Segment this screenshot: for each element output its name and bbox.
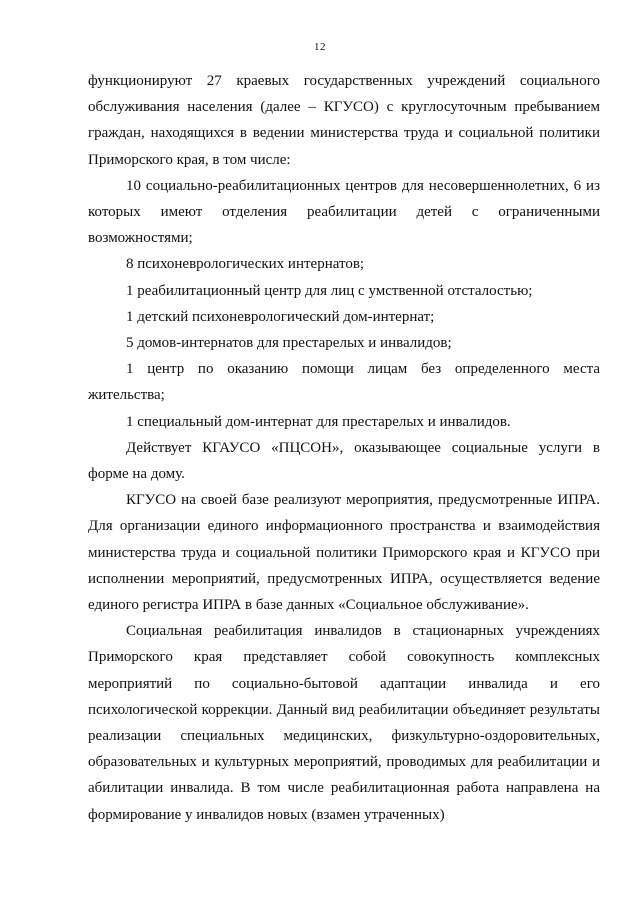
paragraph-rehab-centers-minors: 10 социально-реабилитационных центров для несовершеннолетних, 6 из которых имеют отделения реабилитации детей с ограниченными возможностями; bbox=[88, 177, 600, 247]
paragraph-homeless-center: 1 центр по оказанию помощи лицам без определенного места жительства; bbox=[88, 361, 600, 404]
paragraph-intro: функционируют 27 краевых государственных учреждений социального обслуживания населения (далее – КГУСО) с круглосуточным пребыванием граждан, находящихся в ведении министерства труда и социальной политики Приморского края, в том числе: bbox=[88, 73, 600, 168]
body-text bbox=[88, 68, 600, 828]
paragraph-home-services: Действует КГАУСО «ПЦСОН», оказывающее социальные услуги в форме на дому. bbox=[88, 439, 600, 483]
paragraph-social-rehabilitation: Социальная реабилитация инвалидов в стационарных учреждениях Приморского края представляет собой совокупность комплексных мероприятий по социально-бытовой адаптации инвалида и его психологической коррекции. Данный вид реабилитации объединяет результаты реализации специальных медицинских, физкультурно-оздоровительных, образовательных и культурных мероприятий, проводимых для реабилитации и абилитации инвалида. В том числе реабилитационная работа направлена на формирование у инвалидов новых (взамен утраченных) bbox=[88, 623, 600, 823]
paragraph-children-internat: 1 детский психоневрологический дом-интернат; bbox=[126, 308, 435, 325]
paragraph-special-internat: 1 специальный дом-интернат для престарелых и инвалидов. bbox=[126, 413, 511, 430]
paragraph-psycho-internats: 8 психоневрологических интернатов; bbox=[126, 256, 365, 273]
paragraph-elderly-homes: 5 домов-интернатов для престарелых и инвалидов; bbox=[126, 335, 452, 352]
paragraph-rehab-center-mental: 1 реабилитационный центр для лиц с умственной отсталостью; bbox=[126, 282, 533, 299]
paragraph-ipra-register: КГУСО на своей базе реализуют мероприятия, предусмотренные ИПРА. Для организации единого информационного пространства и взаимодействия министерства труда и социальной политики Приморского края и КГУСО при исполнении мероприятий, предусмотренных ИПРА, осуществляется ведение единого регистра ИПРА в базе данных «Социальное обслуживание». bbox=[88, 492, 600, 614]
page-number: 12 bbox=[314, 41, 326, 53]
